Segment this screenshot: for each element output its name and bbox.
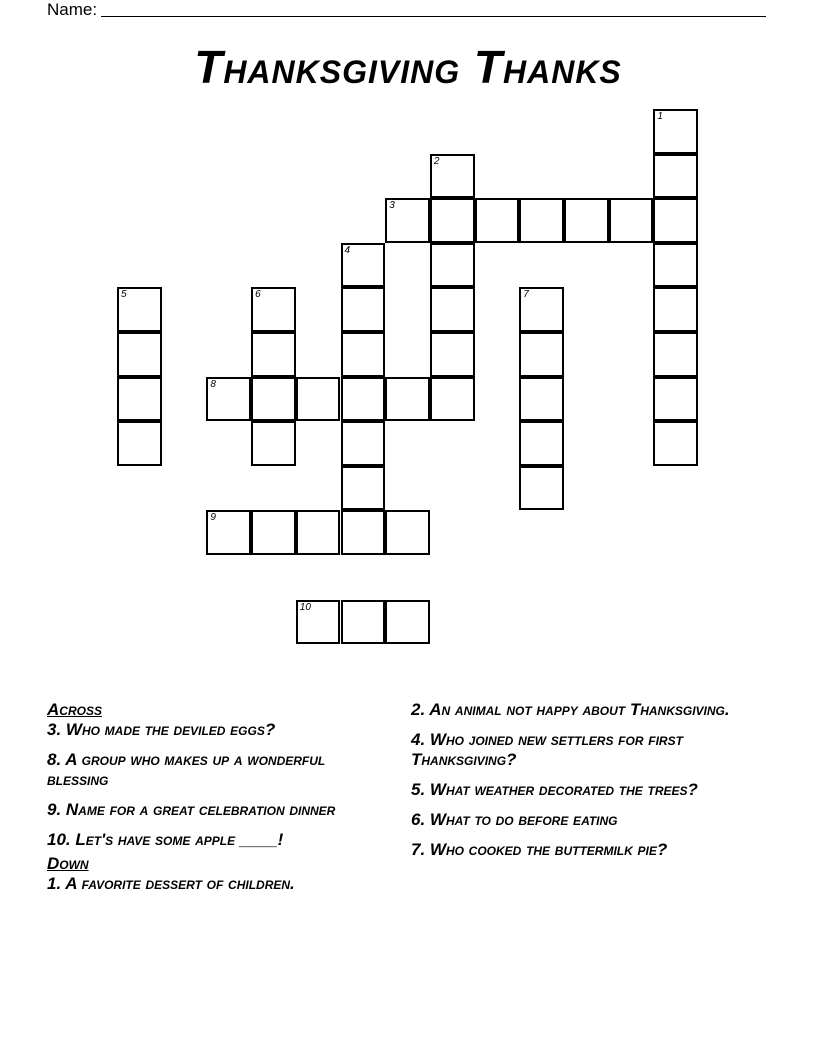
grid-cell[interactable]: [341, 421, 386, 466]
cell-number: 2: [433, 155, 440, 167]
clue-across-8: 8. A group who makes up a wonderful blessing: [47, 750, 326, 789]
grid-cell[interactable]: [519, 198, 564, 243]
grid-cell[interactable]: [519, 332, 564, 377]
name-label: Name:: [47, 0, 98, 19]
grid-cell[interactable]: [385, 377, 430, 422]
cell-number: 5: [121, 289, 127, 301]
cell-number: 8: [210, 378, 216, 390]
clue-across-9: 9. Name for a great celebration dinner: [47, 800, 336, 819]
clue-down-4: 4. Who joined new settlers for first Thanksgiving?: [411, 730, 683, 769]
grid-cell[interactable]: [341, 377, 386, 422]
grid-cell[interactable]: [653, 198, 698, 243]
clue-down-7: 7. Who cooked the buttermilk pie?: [411, 840, 668, 859]
grid-cell[interactable]: [519, 377, 564, 422]
grid-cell[interactable]: [117, 377, 162, 422]
grid-cell[interactable]: [251, 332, 296, 377]
grid-cell[interactable]: [341, 332, 386, 377]
grid-cell[interactable]: [117, 287, 162, 332]
grid-cell[interactable]: [653, 243, 698, 288]
grid-cell[interactable]: [430, 243, 475, 288]
grid-cell[interactable]: [341, 243, 386, 288]
grid-cell[interactable]: [430, 332, 475, 377]
cell-number: 4: [344, 244, 351, 256]
grid-cell[interactable]: [430, 154, 475, 199]
clues-column-right: [411, 700, 741, 870]
cell-number: 3: [389, 200, 395, 212]
grid-cell[interactable]: [519, 287, 564, 332]
grid-cell[interactable]: [117, 421, 162, 466]
grid-cell[interactable]: [251, 287, 296, 332]
grid-cell[interactable]: [385, 600, 430, 645]
cell-number: 1: [657, 111, 663, 122]
grid-cell[interactable]: [653, 332, 698, 377]
clues-column-left: [47, 700, 387, 904]
grid-cell[interactable]: [251, 377, 296, 422]
clue-across-3: 3. Who made the deviled eggs?: [47, 720, 276, 739]
grid-cell[interactable]: [385, 198, 430, 243]
clue-down-1: 1. A favorite dessert of children.: [47, 874, 295, 893]
grid-cell[interactable]: [206, 377, 251, 422]
cell-number: 10: [299, 601, 311, 613]
grid-cell[interactable]: [341, 600, 386, 645]
grid-cell[interactable]: [430, 198, 475, 243]
grid-cell[interactable]: [117, 332, 162, 377]
clue-down-2: 2. An animal not happy about Thanksgiving.: [411, 700, 730, 719]
grid-cell[interactable]: [430, 287, 475, 332]
grid-cell[interactable]: [251, 510, 296, 555]
grid-cell[interactable]: [296, 377, 341, 422]
down-heading: Down: [47, 854, 89, 873]
clue-down-6: 6. What to do before eating: [411, 810, 618, 829]
name-field[interactable]: [47, 0, 766, 20]
grid-cell[interactable]: [296, 510, 341, 555]
grid-cell[interactable]: [296, 600, 341, 645]
cell-number: 6: [255, 289, 261, 301]
clue-across-10: 10. Let's have some apple ____!: [47, 830, 284, 849]
page-title: Thanksgiving Thanks: [194, 41, 622, 93]
grid-cell[interactable]: [385, 510, 430, 555]
grid-cell[interactable]: [653, 421, 698, 466]
grid-cell[interactable]: [475, 198, 520, 243]
clue-down-5: 5. What weather decorated the trees?: [411, 780, 698, 799]
grid-cell[interactable]: [564, 198, 609, 243]
grid-cell[interactable]: [653, 154, 698, 199]
grid-cell[interactable]: [341, 287, 386, 332]
grid-cell[interactable]: [519, 466, 564, 511]
grid-cell[interactable]: [519, 421, 564, 466]
grid-cell[interactable]: [653, 109, 698, 154]
name-underline[interactable]: [101, 16, 766, 17]
grid-cell[interactable]: [430, 377, 475, 422]
grid-cell[interactable]: [206, 510, 251, 555]
cell-number: 7: [523, 289, 529, 301]
grid-cell[interactable]: [653, 377, 698, 422]
grid-cell[interactable]: [653, 287, 698, 332]
cell-number: 9: [210, 512, 216, 524]
grid-cell[interactable]: [251, 421, 296, 466]
grid-cell[interactable]: [341, 510, 386, 555]
grid-cell[interactable]: [609, 198, 654, 243]
grid-cell[interactable]: [341, 466, 386, 511]
across-heading: Across: [47, 700, 102, 719]
